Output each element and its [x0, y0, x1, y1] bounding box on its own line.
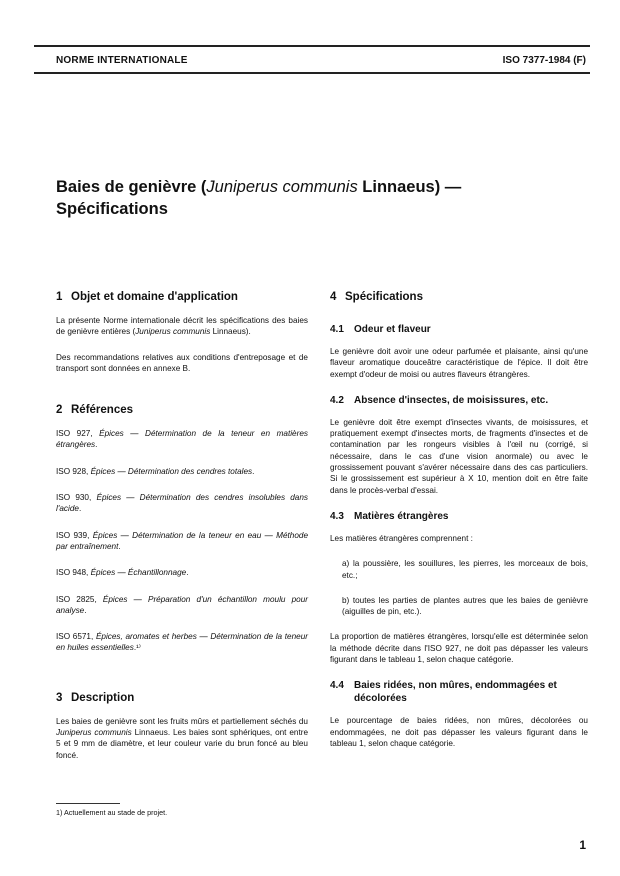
right-column — [330, 290, 588, 763]
reference-end: . — [186, 568, 189, 578]
section-2-heading — [56, 403, 308, 417]
reference-title: Épices, aromates et herbes — Détermination de la teneur en huiles essentielles — [56, 632, 308, 653]
page-number: 1 — [579, 838, 586, 852]
subsection-4-1-heading — [330, 323, 588, 336]
reference-code: ISO 927, — [56, 429, 100, 439]
reference-code: ISO 930, — [56, 493, 97, 503]
section-4-heading — [330, 290, 588, 304]
subsection-title: Matières étrangères — [354, 510, 449, 522]
reference-code: ISO 6571, — [56, 632, 96, 642]
section-2-number: 2 — [56, 404, 63, 417]
reference-title: Épices — Détermination des cendres totales — [90, 466, 253, 476]
section-4-number: 4 — [330, 291, 337, 303]
subsection-title: Baies ridées, non mûres, endommagées et décolorées — [354, 680, 557, 705]
section-3-title: Description — [71, 691, 135, 704]
reference-item — [56, 594, 308, 617]
subsection-number: 4.1 — [330, 324, 344, 335]
reference-end: . — [84, 605, 87, 615]
footnote-rule — [56, 803, 120, 804]
reference-end: .¹⁾ — [133, 643, 141, 653]
section-3-paragraph — [56, 716, 308, 761]
reference-title: Épices — Échantillonnage — [90, 568, 187, 578]
reference-title: Épices — Préparation d'un échantillon moulu pour analyse — [56, 594, 308, 615]
sec3-text-a: Les baies de genièvre sont les fruits mûrs et partiellement séchés du — [56, 716, 308, 726]
reference-title: Épices — Détermination de la teneur en eau — Méthode par entraînement — [56, 530, 308, 551]
section-1-heading — [56, 290, 308, 304]
reference-end: . — [95, 440, 98, 450]
section-3-number: 3 — [56, 691, 63, 704]
reference-item — [56, 530, 308, 553]
sec1-text-italic: Juniperus communis — [135, 327, 211, 337]
section-1-number: 1 — [56, 291, 63, 303]
subsection-number: 4.3 — [330, 510, 344, 522]
reference-code: ISO 948, — [56, 568, 91, 578]
reference-item — [56, 567, 308, 578]
header-standard-number: ISO 7377-1984 (F) — [502, 55, 586, 66]
reference-item — [56, 428, 308, 451]
reference-code: ISO 939, — [56, 530, 93, 540]
sec3-text-italic: Juniperus communis — [56, 728, 132, 738]
footnote: 1) Actuellement au stade de projet. — [56, 808, 168, 817]
subsection-4-4-paragraph: Le pourcentage de baies ridées, non mûres, décolorées ou endommagées, ne doit pas dépasser les valeurs figurant dans le tableau 1, selon chaque catégorie. — [330, 716, 588, 748]
subsection-4-3-heading — [330, 510, 588, 523]
sec1-text-a: La présente Norme internationale décrit les spécifications des baies de genièvre entières ( — [56, 316, 308, 337]
subsection-number: 4.2 — [330, 394, 344, 406]
subsection-4-3-intro: Les matières étrangères comprennent : — [330, 533, 473, 543]
title-line2: Spécifications — [56, 200, 168, 218]
subsection-4-4-heading — [330, 679, 588, 705]
reference-code: ISO 2825, — [56, 594, 103, 604]
title-part2: Linnaeus) — — [357, 178, 462, 196]
subsection-number: 4.4 — [330, 680, 344, 692]
reference-title: Épices — Détermination de la teneur en matières étrangères — [56, 429, 308, 450]
header-bottom-rule — [34, 72, 590, 74]
reference-code: ISO 928, — [56, 466, 91, 476]
section-1-paragraph-1 — [56, 315, 308, 338]
reference-item — [56, 492, 308, 515]
reference-title: Épices — Détermination des cendres insolubles dans l'acide — [56, 493, 309, 514]
left-column — [56, 290, 308, 775]
subsection-4-3-paragraph: La proportion de matières étrangères, lorsqu'elle est déterminée selon la méthode décrite dans l'ISO 927, ne doit pas dépasser les valeurs figurant dans le tableau 1, selon chaque catégorie. — [330, 632, 588, 665]
section-1-title: Objet et domaine d'application — [71, 291, 238, 303]
subsection-4-1-paragraph: Le genièvre doit avoir une odeur parfumée et plaisante, ainsi qu'une flaveur aromatique douceâtre caractéristique de l'épice. Il doit être exempt d'odeur de moisi ou autres flaveurs étrangères. — [330, 347, 588, 379]
section-4-title: Spécifications — [345, 291, 423, 303]
list-item-b: b) toutes les parties de plantes autres que les baies de genièvre (aiguilles de pin, etc.). — [342, 595, 588, 617]
reference-end: . — [252, 466, 255, 476]
sec1-text-b: Linnaeus). — [210, 327, 251, 337]
reference-item — [56, 631, 308, 654]
subsection-4-2-heading — [330, 394, 588, 407]
sec3-text-b: Linnaeus. Les baies sont sphériques, ont entre 5 et 9 mm de diamètre, et leur couleur varie du brun foncé au bleu foncé. — [56, 728, 308, 760]
title-part1: Baies de genièvre ( — [56, 178, 207, 196]
section-3-heading — [56, 691, 308, 705]
section-2-title: Références — [71, 404, 134, 417]
subsection-title: Odeur et flaveur — [354, 324, 431, 335]
list-item-a: a) la poussière, les souillures, les pierres, les morceaux de bois, etc.; — [342, 559, 588, 580]
subsection-4-2-paragraph: Le genièvre doit être exempt d'insectes vivants, de moisissures, et pratiquement exempt d'insectes morts, de fragments d'insectes et de contamination par les rongeurs visibles à l'œil nu (corrigé, si nécessaire, dans le cas d'une vision anormale) ou avec le grossissement pouvant s'avérer nécessaire dans des cas particuliers. Si le grossissement est supérieur à X 10, mention doit en être faite dans le procès-verbal d'essai. — [330, 417, 588, 495]
subsection-title: Absence d'insectes, de moisissures, etc. — [354, 394, 549, 406]
title-italic: Juniperus communis — [206, 178, 358, 196]
reference-item — [56, 466, 308, 477]
header-top-rule — [34, 45, 590, 47]
reference-end: . — [118, 541, 121, 551]
document-title — [56, 176, 576, 220]
section-1-paragraph-2: Des recommandations relatives aux conditions d'entreposage et de transport sont données en annexe B. — [56, 352, 308, 373]
reference-end: . — [78, 504, 82, 514]
header-standard-type: NORME INTERNATIONALE — [56, 55, 188, 66]
